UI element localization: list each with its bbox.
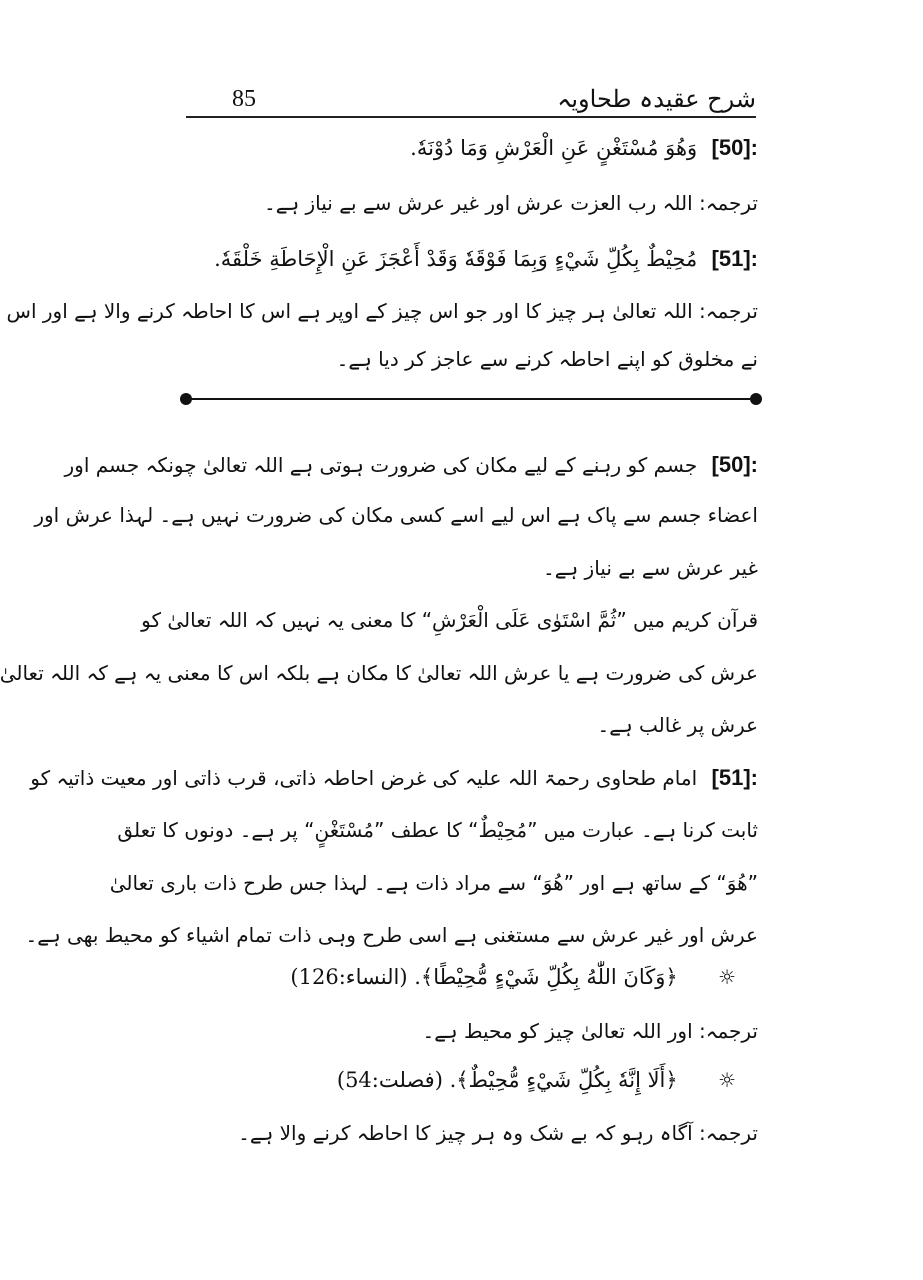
commentary-text: جسم کو رہنے کے لیے مکان کی ضرورت ہوتی ہے اللہ تعالیٰ چونکہ جسم اور [64,453,698,477]
quran-verse-line [183,1065,758,1095]
quran-verse: ﴿وَكَانَ اللّٰهُ بِكُلِّ شَيْءٍ مُّحِيْطًا﴾. (النساء:126) [290,965,678,989]
paragraph-number: [51]: [711,765,758,790]
divider-dot [180,393,192,405]
page-number: 85 [232,86,256,112]
section-divider [186,398,756,400]
page-header [186,84,756,118]
commentary-line: عرش پر غالب ہے۔ [597,713,758,737]
paragraph-number: [50]: [711,452,758,477]
translation-line: ترجمہ: آگاہ رہو کہ بے شک وہ ہر چیز کا احاطہ کرنے والا ہے۔ [238,1121,758,1145]
arabic-text: مُحِيْطٌ بِكُلِّ شَيْءٍ وَبِمَا فَوْقَهٗ وَقَدْ أَعْجَزَ عَنِ الْإِحَاطَةِ خَلْقَهٗ. [214,247,698,271]
translation-line: ترجمہ: اللہ تعالیٰ ہر چیز کا اور جو اس چیز کے اوپر ہے اس کا احاطہ کرنے والا ہے اور اس [6,299,758,323]
quran-verse-line [183,962,758,992]
book-title: شرح عقیدہ طحاویہ [557,85,756,113]
commentary-line [30,763,758,793]
translation-line: ترجمہ: اللہ رب العزت عرش اور غیر عرش سے بے نیاز ہے۔ [264,191,758,215]
matn-line-50 [183,133,758,163]
commentary-line: عرش کی ضرورت ہے یا عرش اللہ تعالیٰ کا مکان ہے بلکہ اس کا معنی یہ ہے کہ اللہ تعالیٰ [0,661,758,685]
matn-line-51 [183,244,758,274]
commentary-line: ”هُوَ“ کے ساتھ ہے اور ”هُوَ“ سے مراد ذات ہے۔ لہذا جس طرح ذات باری تعالیٰ [109,871,758,895]
commentary-line: قرآن کریم میں ”ثُمَّ اسْتَوٰى عَلَى الْعَرْشِ“ کا معنی یہ نہیں کہ اللہ تعالیٰ کو [141,608,758,632]
commentary-text: امام طحاوی رحمۃ اللہ علیہ کی غرض احاطہ ذاتی، قرب ذاتی اور معیت ذاتیہ کو [30,766,698,790]
commentary-line: غیر عرش سے بے نیاز ہے۔ [543,556,758,580]
star-bullet-icon: ☼ [718,1068,736,1092]
quran-verse: ﴿أَلَا إِنَّهٗ بِكُلِّ شَيْءٍ مُّحِيْطٌ﴾. (فصلت:54) [336,1068,678,1092]
star-bullet-icon: ☼ [718,965,736,989]
commentary-line: اعضاء جسم سے پاک ہے اس لیے اسے کسی مکان کی ضرورت نہیں ہے۔ لہذا عرش اور [34,503,758,527]
paragraph-number: [51]: [711,246,758,271]
translation-line: نے مخلوق کو اپنے احاطہ کرنے سے عاجز کر دیا ہے۔ [336,347,758,371]
commentary-line [64,450,758,480]
paragraph-number: [50]: [711,135,758,160]
arabic-text: وَهُوَ مُسْتَغْنٍ عَنِ الْعَرْشِ وَمَا دُوْنَهٗ. [410,136,698,160]
commentary-line: عرش اور غیر عرش سے مستغنی ہے اسی طرح وہی ذات تمام اشیاء کو محیط بھی ہے۔ [25,923,758,947]
translation-line: ترجمہ: اور اللہ تعالیٰ چیز کو محیط ہے۔ [422,1019,758,1043]
commentary-line: ثابت کرنا ہے۔ عبارت میں ”مُحِيْطٌ“ کا عطف ”مُسْتَغْنٍ“ پر ہے۔ دونوں کا تعلق [117,818,758,842]
